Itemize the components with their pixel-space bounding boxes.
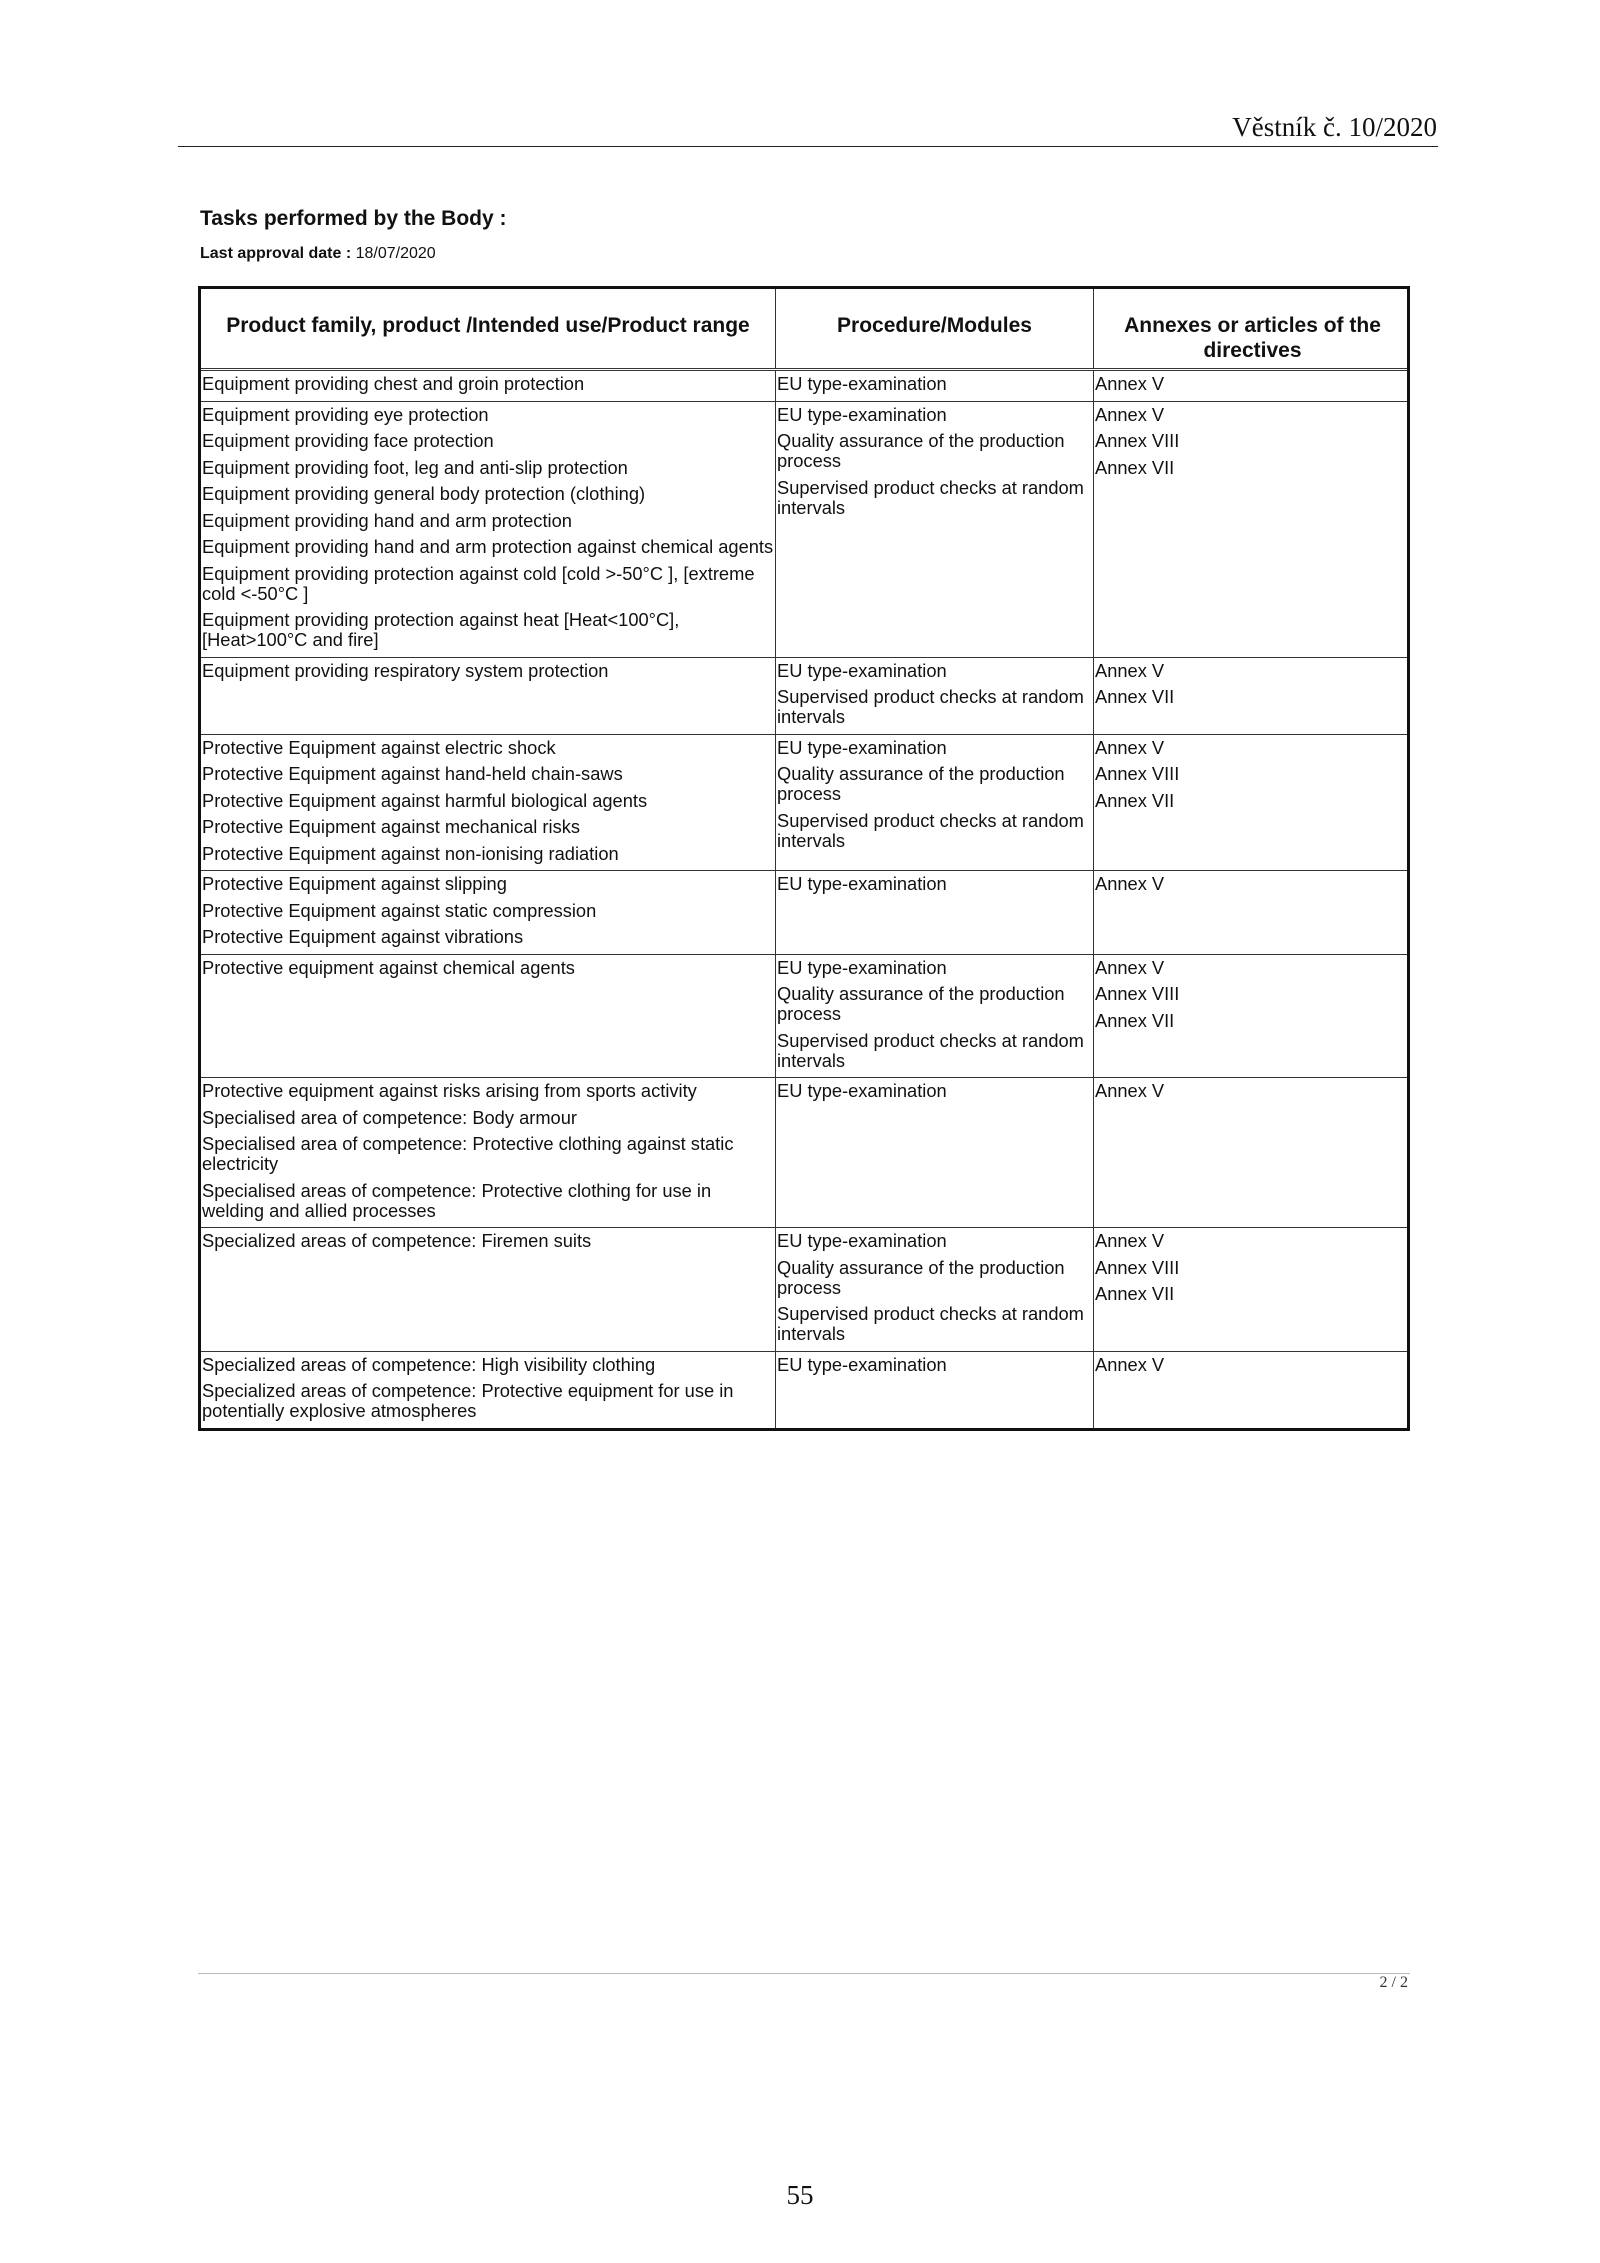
product-item: Specialized areas of competence: Firemen suits [202,1230,592,1251]
product-item: Equipment providing general body protection (clothing) [202,483,646,504]
procedure-item: EU type-examination [777,373,947,394]
product-item: Protective Equipment against harmful biological agents [202,789,648,811]
product-cell [201,955,776,1078]
product-item: Protective Equipment against static compression [202,899,597,921]
procedure-cell [776,1352,1094,1428]
product-item: Specialised areas of competence: Protective clothing for use in welding and allied processes [202,1179,712,1221]
annex-item: Annex VII [1095,686,1175,707]
annex-item: Annex VIII [1095,430,1180,451]
annex-item: Annex VIII [1095,983,1180,1004]
annex-item: Annex VIII [1095,763,1180,784]
annex-item: Annex V [1095,659,1165,681]
product-item: Equipment providing protection against cold [cold >-50°C ], [extreme cold <-50°C ] [202,562,755,604]
tasks-table [198,286,1410,1431]
table-row [201,1228,1407,1352]
product-item: Equipment providing hand and arm protection against chemical agents [202,536,774,557]
product-item: Specialized areas of competence: Protective equipment for use in potentially explosive atmospheres [202,1380,734,1421]
approval-line [200,245,436,263]
product-item: Protective equipment against chemical agents [202,956,575,978]
table-row [201,1352,1407,1428]
table-row [201,1078,1407,1228]
product-item: Protective Equipment against mechanical risks [202,816,580,837]
procedure-cell [776,371,1094,401]
product-item: Protective Equipment against hand-held chain-saws [202,763,623,784]
procedure-item: Supervised product checks at random intervals [777,686,1084,727]
annex-cell [1094,371,1407,401]
table-header [201,289,1407,371]
product-item: Protective equipment against risks arising from sports activity [202,1080,697,1101]
product-item: Protective Equipment against vibrations [202,926,524,947]
annex-item: Annex VII [1095,456,1175,478]
product-item: Equipment providing foot, leg and anti-slip protection [202,456,628,478]
approval-label: Last approval date : [200,245,352,262]
procedure-item: EU type-examination [777,403,947,425]
procedure-item: EU type-examination [777,873,947,894]
annex-item: Annex VIII [1095,1256,1180,1278]
product-cell [201,371,776,401]
annex-cell [1094,658,1407,734]
product-item: Specialised area of competence: Body armour [202,1106,577,1128]
annex-item: Annex V [1095,373,1165,394]
table-row [201,658,1407,735]
procedure-item: Quality assurance of the production process [777,983,1065,1024]
product-cell [201,402,776,657]
table-body [201,371,1407,1428]
product-cell [201,1352,776,1428]
product-cell [201,658,776,734]
product-item: Equipment providing chest and groin protection [202,373,585,394]
procedure-cell [776,658,1094,734]
procedure-item: EU type-examination [777,1230,947,1251]
annex-cell [1094,402,1407,657]
procedure-item: EU type-examination [777,736,947,758]
annex-item: Annex V [1095,403,1165,425]
product-cell [201,871,776,954]
annex-item: Annex V [1095,1353,1165,1375]
header-divider [178,146,1438,147]
product-item: Equipment providing eye protection [202,403,489,425]
journal-title: Věstník č. 10/2020 [1232,112,1437,142]
product-cell [201,1078,776,1227]
procedure-item: Supervised product checks at random intervals [777,476,1084,518]
procedure-cell [776,871,1094,954]
column-header-annexes: Annexes or articles of the directives [1124,314,1381,362]
table-row [201,371,1407,402]
table-row [201,955,1407,1079]
annex-item: Annex V [1095,956,1165,978]
table-row [201,402,1407,658]
product-item: Specialized areas of competence: High visibility clothing [202,1353,656,1375]
page-number: 55 [786,2180,814,2210]
column-header-procedure: Procedure/Modules [776,289,1094,368]
procedure-item: Supervised product checks at random intervals [777,1029,1084,1071]
annex-item: Annex V [1095,1080,1165,1101]
annex-item: Annex VII [1095,1009,1175,1031]
procedure-item: Quality assurance of the production process [777,430,1065,471]
annex-cell [1094,1352,1407,1428]
annex-cell [1094,955,1407,1078]
product-item: Equipment providing face protection [202,430,494,451]
procedure-item: Supervised product checks at random intervals [777,809,1084,851]
table-row [201,871,1407,955]
product-item: Specialised area of competence: Protective clothing against static electricity [202,1133,734,1174]
approval-date: 18/07/2020 [355,245,436,262]
procedure-cell [776,1228,1094,1351]
footer-divider [198,1973,1410,1974]
annex-cell [1094,1078,1407,1227]
procedure-item: EU type-examination [777,1080,947,1101]
procedure-item: Supervised product checks at random intervals [777,1303,1084,1344]
procedure-item: Quality assurance of the production process [777,763,1065,804]
annex-item: Annex VII [1095,789,1175,811]
product-item: Protective Equipment against slipping [202,873,507,894]
product-item: Protective Equipment against non-ionising radiation [202,842,619,864]
annex-item: Annex V [1095,873,1165,894]
product-item: Equipment providing protection against heat [Heat<100°C], [Heat>100°C and fire] [202,609,680,650]
procedure-item: EU type-examination [777,1353,947,1375]
procedure-item: EU type-examination [777,956,947,978]
product-item: Protective Equipment against electric shock [202,736,556,758]
annex-cell [1094,871,1407,954]
product-item: Equipment providing hand and arm protection [202,509,572,531]
section-title: Tasks performed by the Body : [200,207,507,230]
procedure-item: Quality assurance of the production process [777,1256,1065,1298]
procedure-cell [776,402,1094,657]
procedure-cell [776,735,1094,871]
procedure-item: EU type-examination [777,659,947,681]
product-cell [201,735,776,871]
annex-item: Annex V [1095,1230,1165,1251]
page-of-indicator: 2 / 2 [1379,1974,1408,1991]
annex-cell [1094,1228,1407,1351]
procedure-cell [776,955,1094,1078]
column-header-product: Product family, product /Intended use/Product range [201,289,776,368]
table-row [201,735,1407,872]
annex-item: Annex V [1095,736,1165,758]
annex-item: Annex VII [1095,1283,1175,1304]
product-cell [201,1228,776,1351]
annex-cell [1094,735,1407,871]
procedure-cell [776,1078,1094,1227]
product-item: Equipment providing respiratory system protection [202,659,609,681]
